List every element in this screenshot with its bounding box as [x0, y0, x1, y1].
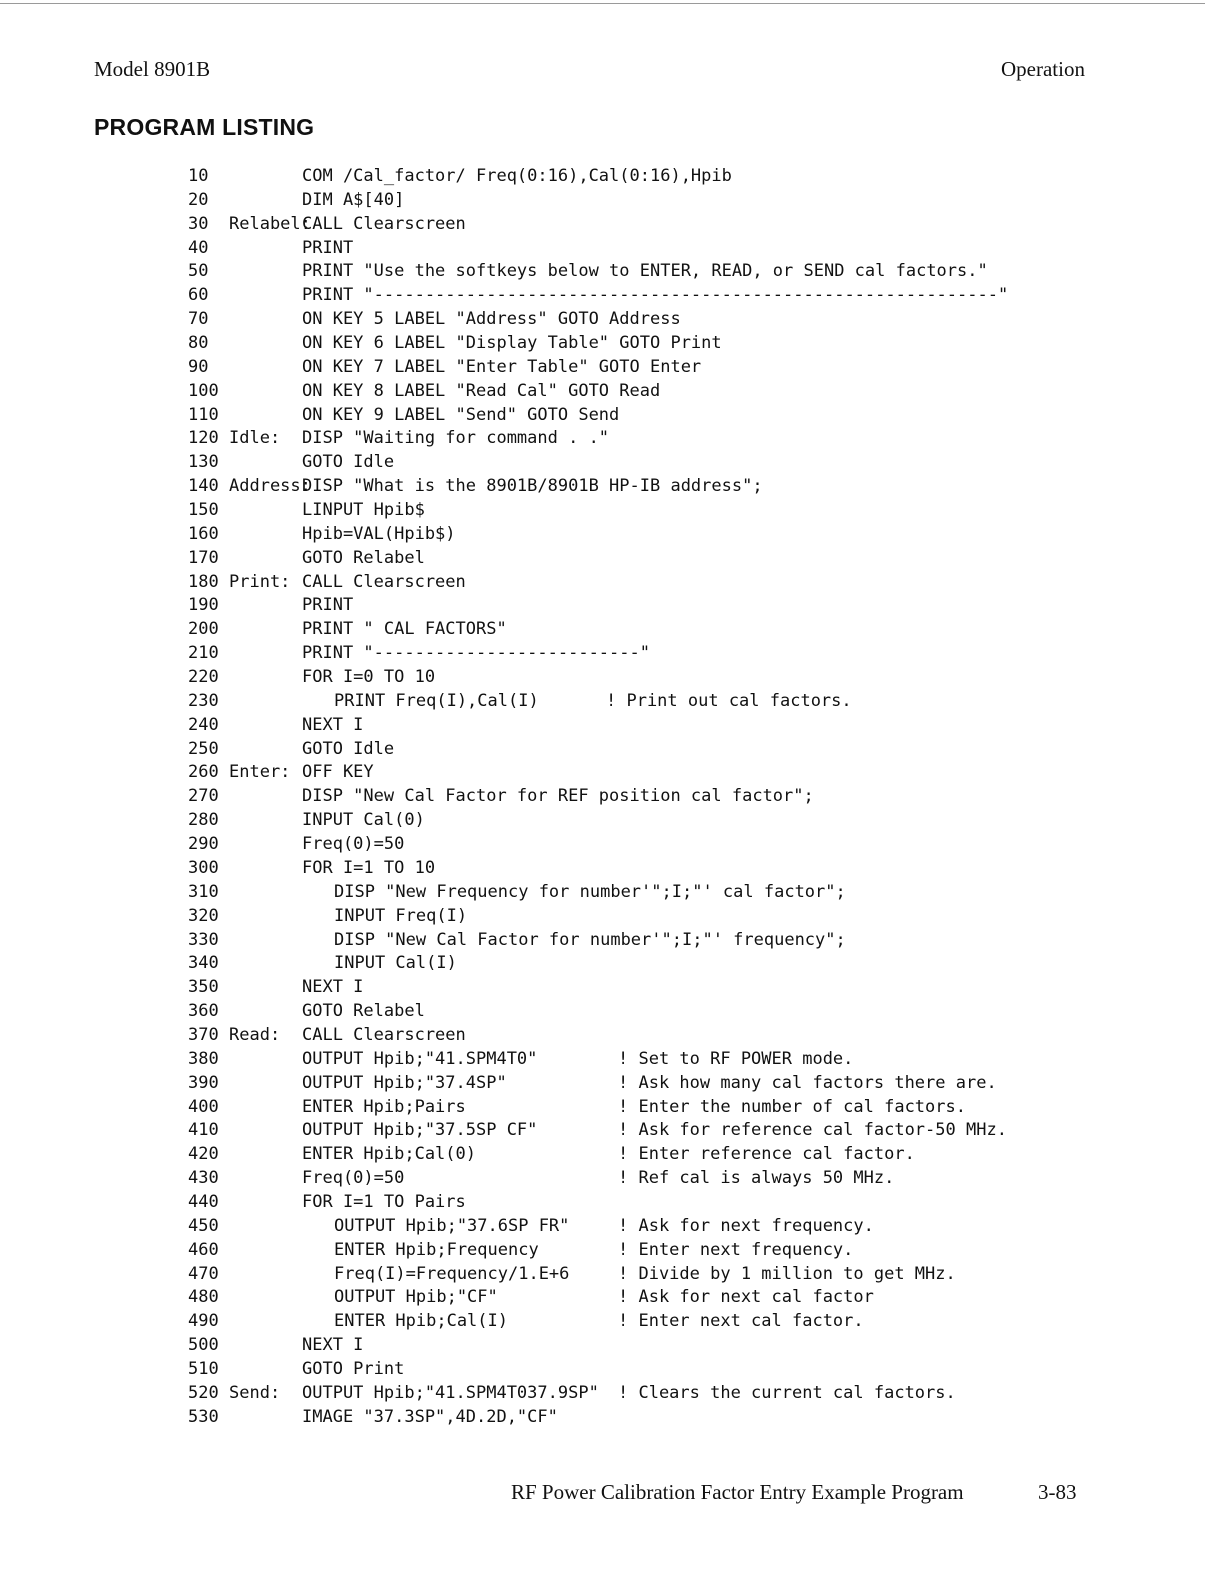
line-number: 430 — [188, 1168, 219, 1189]
listing-line — [188, 1310, 1188, 1334]
line-comment: ! Ask how many cal factors there are. — [618, 1072, 997, 1093]
header-section: Operation — [1001, 57, 1085, 81]
line-code: ENTER Hpib;Frequency — [334, 1239, 539, 1260]
line-number: 520 — [188, 1382, 219, 1403]
line-number: 460 — [188, 1239, 219, 1260]
line-code: Freq(I)=Frequency/1.E+6 — [334, 1263, 570, 1284]
listing-line — [188, 1143, 1188, 1167]
listing-line — [188, 1000, 1188, 1024]
line-number: 120 — [188, 428, 219, 449]
line-number: 190 — [188, 595, 219, 616]
line-code: ENTER Hpib;Pairs — [302, 1096, 466, 1117]
line-number: 280 — [188, 810, 219, 831]
line-comment: ! Ref cal is always 50 MHz. — [618, 1168, 895, 1189]
listing-line — [188, 237, 1188, 261]
line-comment: ! Ask for next cal factor — [618, 1287, 874, 1308]
line-number: 170 — [188, 547, 219, 568]
line-code: Freq(0)=50 — [302, 1168, 405, 1189]
listing-line — [188, 1382, 1188, 1406]
listing-line — [188, 427, 1188, 451]
listing-line — [188, 547, 1188, 571]
line-number: 10 — [188, 166, 209, 186]
line-code: PRINT "--------------------------" — [302, 643, 650, 664]
listing-line — [188, 332, 1188, 356]
line-number: 400 — [188, 1096, 219, 1117]
listing-line — [188, 1191, 1188, 1215]
listing-line — [188, 189, 1188, 213]
listing-line — [188, 1239, 1188, 1263]
line-code: ON KEY 8 LABEL "Read Cal" GOTO Read — [302, 380, 661, 401]
line-code: OUTPUT Hpib;"41.SPM4T0" — [302, 1048, 538, 1069]
line-number: 270 — [188, 786, 219, 807]
line-code: FOR I=1 TO Pairs — [302, 1191, 466, 1212]
line-label: Enter: — [229, 762, 291, 783]
line-code: ENTER Hpib;Cal(0) — [302, 1144, 476, 1165]
line-code: GOTO Idle — [302, 738, 395, 759]
listing-line — [188, 356, 1188, 380]
line-code: PRINT "-------------------------------------------------------------" — [302, 285, 1009, 306]
line-comment: ! Ask for next frequency. — [618, 1215, 874, 1236]
listing-line — [188, 642, 1188, 666]
line-code: GOTO Idle — [302, 452, 395, 473]
line-number: 350 — [188, 977, 219, 998]
line-number: 150 — [188, 500, 219, 521]
line-code: IMAGE "37.3SP",4D.2D,"CF" — [302, 1406, 558, 1427]
line-number: 300 — [188, 857, 219, 878]
listing-line — [188, 404, 1188, 428]
line-code: CALL Clearscreen — [302, 571, 466, 592]
listing-line — [188, 1286, 1188, 1310]
line-comment: ! Clears the current cal factors. — [618, 1382, 956, 1403]
line-code: INPUT Cal(I) — [334, 953, 457, 974]
listing-line — [188, 1096, 1188, 1120]
line-code: OUTPUT Hpib;"41.SPM4T037.9SP" — [302, 1382, 599, 1403]
line-code: DISP "What is the 8901B/8901B HP-IB address"; — [302, 476, 763, 497]
listing-line — [188, 1167, 1188, 1191]
line-number: 90 — [188, 356, 209, 377]
line-code: DISP "New Cal Factor for REF position cal factor"; — [302, 786, 814, 807]
line-number: 450 — [188, 1215, 219, 1236]
line-number: 50 — [188, 261, 209, 282]
line-code: FOR I=1 TO 10 — [302, 857, 436, 878]
listing-line — [188, 451, 1188, 475]
line-code: PRINT Freq(I),Cal(I) — [334, 690, 539, 711]
line-code: DISP "New Cal Factor for number'";I;"' frequency"; — [334, 929, 846, 950]
line-code: INPUT Cal(0) — [302, 810, 425, 831]
line-number: 180 — [188, 571, 219, 592]
listing-line — [188, 666, 1188, 690]
line-code: Hpib=VAL(Hpib$) — [302, 523, 456, 544]
line-number: 490 — [188, 1311, 219, 1332]
line-code: PRINT "Use the softkeys below to ENTER, READ, or SEND cal factors." — [302, 261, 988, 282]
line-code: PRINT " CAL FACTORS" — [302, 619, 507, 640]
line-code: ON KEY 5 LABEL "Address" GOTO Address — [302, 309, 681, 330]
listing-line — [188, 809, 1188, 833]
line-number: 250 — [188, 738, 219, 759]
line-number: 440 — [188, 1191, 219, 1212]
line-number: 110 — [188, 404, 219, 425]
line-code: OFF KEY — [302, 762, 374, 783]
line-number: 310 — [188, 881, 219, 902]
line-comment: ! Enter reference cal factor. — [618, 1144, 915, 1165]
line-comment: ! Ask for reference cal factor-50 MHz. — [618, 1120, 1007, 1141]
section-title: PROGRAM LISTING — [94, 114, 315, 140]
line-number: 330 — [188, 929, 219, 950]
line-label: Relabel: — [229, 213, 311, 234]
line-comment: ! Enter next cal factor. — [618, 1311, 864, 1332]
line-code: OUTPUT Hpib;"37.5SP CF" — [302, 1120, 538, 1141]
line-label: Idle: — [229, 428, 281, 449]
line-code: DISP "Waiting for command . ." — [302, 428, 610, 449]
line-number: 500 — [188, 1335, 219, 1356]
listing-line — [188, 714, 1188, 738]
header-model: Model 8901B — [94, 57, 211, 81]
line-label: Read: — [229, 1024, 281, 1045]
listing-line — [188, 1263, 1188, 1287]
line-code: CALL Clearscreen — [302, 213, 466, 234]
program-listing — [188, 165, 1188, 1430]
listing-line — [188, 1334, 1188, 1358]
line-number: 510 — [188, 1358, 219, 1379]
line-number: 70 — [188, 309, 209, 330]
listing-line — [188, 284, 1188, 308]
line-code: PRINT — [302, 237, 354, 258]
line-code: DISP "New Frequency for number'";I;"' cal factor"; — [334, 881, 846, 902]
listing-line — [188, 260, 1188, 284]
line-number: 160 — [188, 523, 219, 544]
line-number: 230 — [188, 690, 219, 711]
line-code: ENTER Hpib;Cal(I) — [334, 1311, 508, 1332]
line-number: 100 — [188, 380, 219, 401]
listing-line — [188, 499, 1188, 523]
listing-line — [188, 881, 1188, 905]
listing-line — [188, 857, 1188, 881]
line-number: 20 — [188, 189, 209, 210]
line-comment: ! Enter next frequency. — [618, 1239, 854, 1260]
listing-line — [188, 380, 1188, 404]
line-comment: ! Print out cal factors. — [606, 690, 852, 711]
line-comment: ! Divide by 1 million to get MHz. — [618, 1263, 956, 1284]
line-number: 80 — [188, 333, 209, 354]
line-code: OUTPUT Hpib;"CF" — [334, 1287, 498, 1308]
listing-line — [188, 1406, 1188, 1430]
line-number: 200 — [188, 619, 219, 640]
line-number: 40 — [188, 237, 209, 258]
line-label: Send: — [229, 1382, 281, 1403]
line-code: PRINT — [302, 595, 354, 616]
listing-line — [188, 1119, 1188, 1143]
line-number: 360 — [188, 1001, 219, 1022]
line-code: ON KEY 7 LABEL "Enter Table" GOTO Enter — [302, 356, 702, 377]
listing-line — [188, 929, 1188, 953]
footer-title: RF Power Calibration Factor Entry Example Program — [511, 1480, 964, 1504]
line-label: Address: — [229, 476, 311, 497]
line-code: ON KEY 6 LABEL "Display Table" GOTO Print — [302, 333, 722, 354]
line-code: NEXT I — [302, 714, 364, 735]
line-code: OUTPUT Hpib;"37.4SP" — [302, 1072, 507, 1093]
line-number: 290 — [188, 834, 219, 855]
line-code: OUTPUT Hpib;"37.6SP FR" — [334, 1215, 570, 1236]
listing-line — [188, 308, 1188, 332]
line-code: NEXT I — [302, 977, 364, 998]
line-code: LINPUT Hpib$ — [302, 500, 425, 521]
line-code: NEXT I — [302, 1335, 364, 1356]
listing-line — [188, 1024, 1188, 1048]
listing-line — [188, 618, 1188, 642]
line-number: 320 — [188, 905, 219, 926]
line-number: 380 — [188, 1048, 219, 1069]
line-code: GOTO Relabel — [302, 1001, 425, 1022]
listing-line — [188, 571, 1188, 595]
line-number: 140 — [188, 476, 219, 497]
line-label: Print: — [229, 571, 291, 592]
listing-line — [188, 952, 1188, 976]
line-code: GOTO Relabel — [302, 547, 425, 568]
top-rule — [0, 3, 1205, 4]
line-code: ON KEY 9 LABEL "Send" GOTO Send — [302, 404, 620, 425]
line-code: GOTO Print — [302, 1358, 405, 1379]
line-number: 220 — [188, 667, 219, 688]
line-number: 340 — [188, 953, 219, 974]
page-number: 3-83 — [1038, 1480, 1077, 1504]
line-code: Freq(0)=50 — [302, 834, 405, 855]
listing-line — [188, 213, 1188, 237]
listing-line — [188, 833, 1188, 857]
line-number: 480 — [188, 1287, 219, 1308]
line-code: INPUT Freq(I) — [334, 905, 468, 926]
line-number: 530 — [188, 1406, 219, 1427]
listing-line — [188, 1048, 1188, 1072]
listing-line — [188, 1358, 1188, 1382]
line-number: 210 — [188, 643, 219, 664]
listing-line — [188, 761, 1188, 785]
listing-line — [188, 976, 1188, 1000]
listing-line — [188, 738, 1188, 762]
line-number: 470 — [188, 1263, 219, 1284]
listing-line — [188, 785, 1188, 809]
line-number: 240 — [188, 714, 219, 735]
line-number: 390 — [188, 1072, 219, 1093]
line-number: 260 — [188, 762, 219, 783]
line-number: 30 — [188, 213, 209, 234]
line-comment: ! Set to RF POWER mode. — [618, 1048, 854, 1069]
listing-line — [188, 1215, 1188, 1239]
line-number: 420 — [188, 1144, 219, 1165]
listing-line — [188, 1072, 1188, 1096]
listing-line — [188, 475, 1188, 499]
line-number: 60 — [188, 285, 209, 306]
listing-line — [188, 905, 1188, 929]
listing-line — [188, 690, 1188, 714]
line-code: FOR I=0 TO 10 — [302, 667, 436, 688]
line-comment: ! Enter the number of cal factors. — [618, 1096, 966, 1117]
line-number: 410 — [188, 1120, 219, 1141]
line-code: CALL Clearscreen — [302, 1024, 466, 1045]
line-code: COM /Cal_factor/ Freq(0:16),Cal(0:16),Hpib — [302, 166, 732, 186]
line-code: DIM A$[40] — [302, 189, 405, 210]
listing-line — [188, 523, 1188, 547]
listing-line — [188, 594, 1188, 618]
listing-line — [188, 165, 1188, 189]
line-number: 370 — [188, 1024, 219, 1045]
line-number: 130 — [188, 452, 219, 473]
